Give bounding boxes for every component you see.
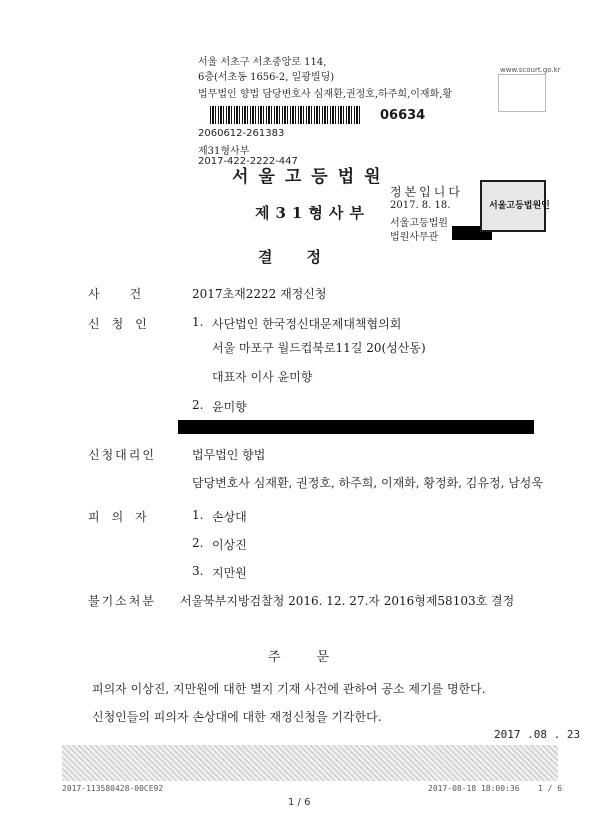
non-prosecution-value: 서울북부지방검찰청 2016. 12. 27.자 2016형제58103호 결정 <box>180 594 515 608</box>
certification-date: 2017. 8. 18. <box>390 200 451 211</box>
accused-3-name: 지만원 <box>212 566 247 580</box>
agent-firm: 법무법인 향법 <box>192 448 266 462</box>
accused-label: 피의자 <box>88 510 159 524</box>
applicant-1-address: 서울 마포구 월드컵북로11길 20(성산동) <box>212 341 426 355</box>
document-title: 결정 <box>258 248 355 266</box>
sender-address-line1: 서울 서초구 서초중앙로 114, <box>198 57 327 68</box>
barcode <box>210 106 360 124</box>
non-prosecution-label: 불기소처분 <box>88 594 156 608</box>
case-value: 2017초재2222 재정신청 <box>192 287 327 301</box>
accused-1-name: 손상대 <box>212 510 247 524</box>
law-firm-line: 법무법인 향법 담당변호사 심재환,권정호,하주희,이재화,황 <box>198 89 453 100</box>
page-number: 1 / 6 <box>288 797 311 808</box>
accused-1-number: 1. <box>192 508 204 522</box>
court-seal <box>480 180 550 232</box>
applicant-1-representative: 대표자 이사 윤미향 <box>212 370 313 384</box>
applicant-1-number: 1. <box>192 315 204 329</box>
handwritten-date: 2017 .08 . 23 <box>494 728 581 741</box>
sender-address-line2: 6층(서초동 1656-2, 일광빌딩) <box>198 72 335 83</box>
redaction-applicant-address <box>178 420 534 434</box>
agent-lawyers: 담당변호사 심재환, 권정호, 하주희, 이재화, 황정화, 김유정, 남성욱 <box>192 476 543 490</box>
order-title: 주문 <box>268 650 366 665</box>
division-small: 제31형사부 <box>198 146 250 157</box>
footer-right-page: 1 / 6 <box>538 784 563 793</box>
applicant-2-name: 윤미향 <box>212 400 247 414</box>
accused-2-number: 2. <box>192 536 204 550</box>
accused-3-number: 3. <box>192 564 204 578</box>
order-line-2: 신청인들의 피의자 손상대에 대한 재정신청을 기각한다. <box>92 710 382 724</box>
applicant-label: 신청인 <box>88 317 159 331</box>
certification-heading: 정본입니다 <box>390 185 463 199</box>
seal-text: 서울고등법원인 <box>489 201 550 211</box>
footer-timestamp: 2017-08-18 18:00:36 <box>428 784 520 793</box>
accused-2-name: 이상진 <box>212 538 247 552</box>
footer-security-band <box>62 745 558 781</box>
agent-label: 신청대리인 <box>88 448 156 462</box>
stamp-url: www.scourt.go.kr <box>500 66 561 74</box>
court-name: 서울고등법원 <box>232 167 391 187</box>
order-line-1: 피의자 이상진, 지만원에 대한 별지 기재 사건에 관하여 공소 제기를 명한다. <box>92 682 486 696</box>
case-label: 사건 <box>88 287 172 301</box>
document-number: 2060612-261383 <box>198 128 285 139</box>
case-code: 2017-422-2222-447 <box>198 156 298 167</box>
applicant-2-number: 2. <box>192 398 204 412</box>
division-name: 제31형사부 <box>255 204 370 222</box>
footer-left-code: 2017-113580428-00CE92 <box>62 784 164 793</box>
certification-officer: 법원사무관 <box>390 232 439 243</box>
certification-court: 서울고등법원 <box>390 218 448 229</box>
stamp-box <box>498 74 546 112</box>
postal-code: 06634 <box>380 108 426 123</box>
applicant-1-name: 사단법인 한국정신대문제대책협의회 <box>212 317 402 331</box>
